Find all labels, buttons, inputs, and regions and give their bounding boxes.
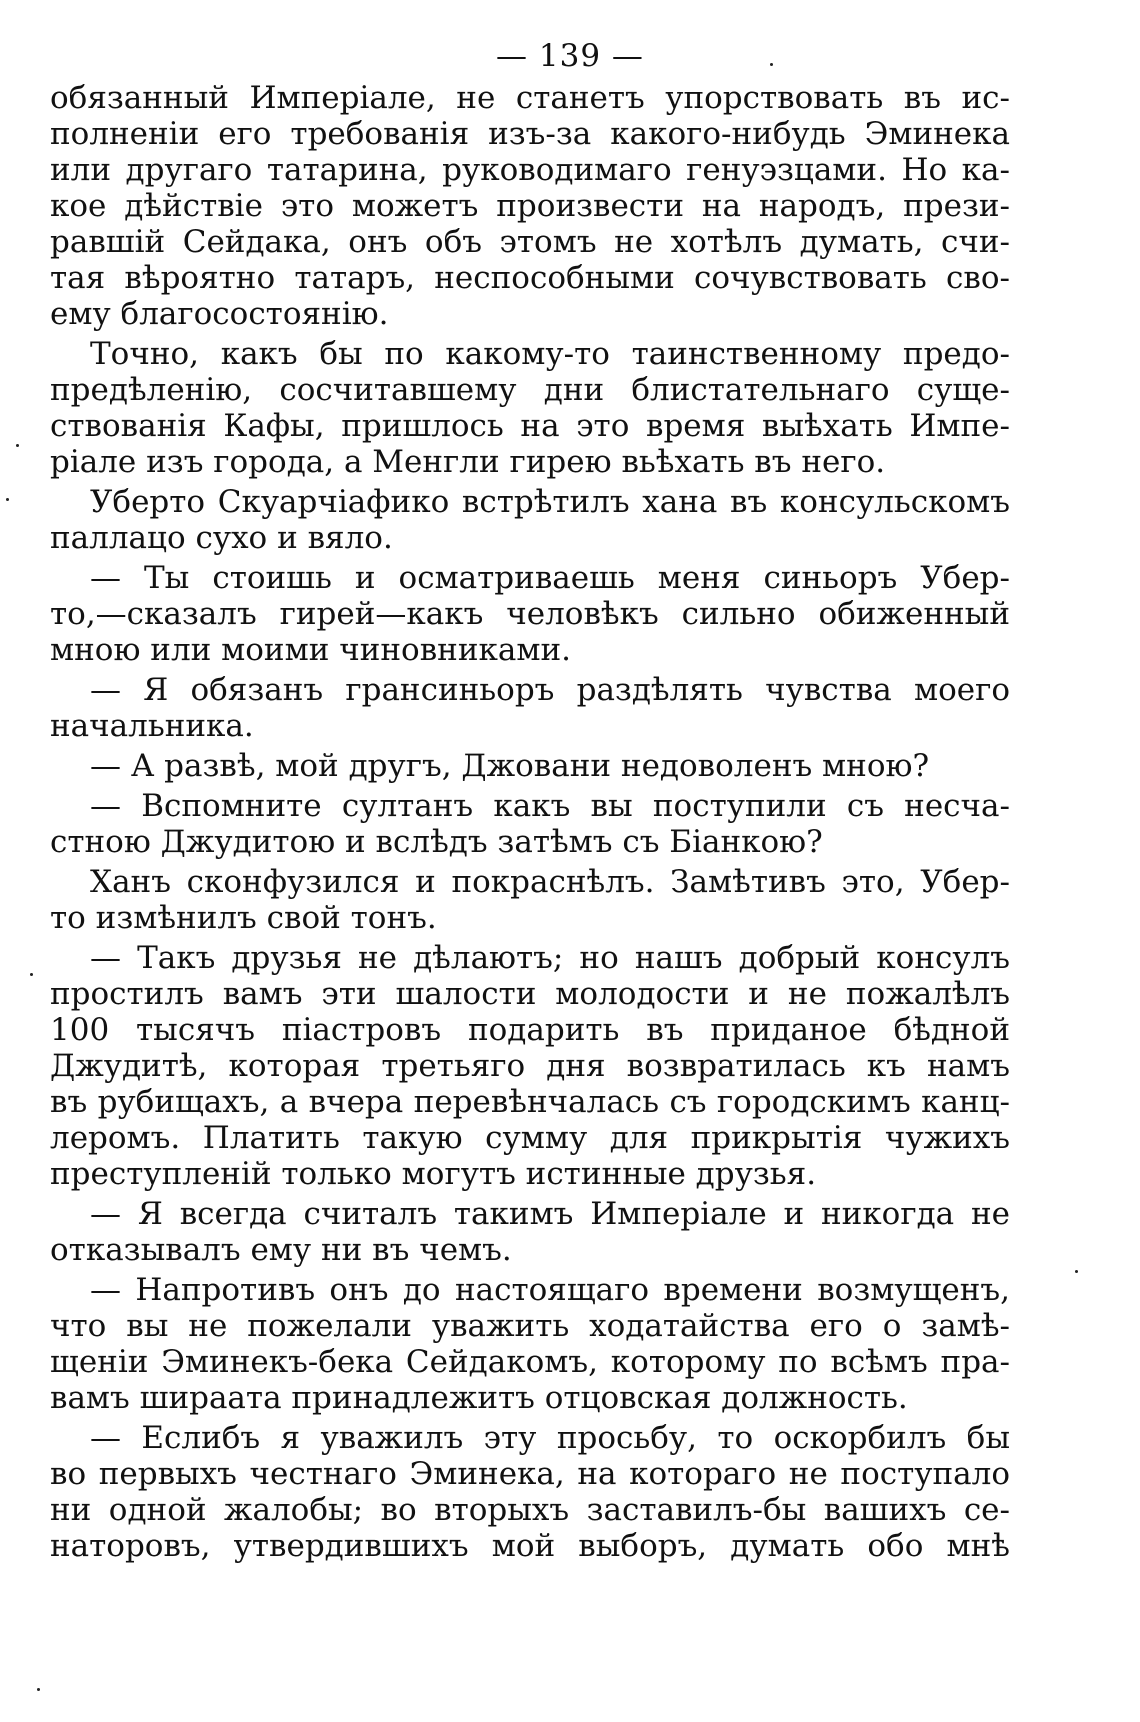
text-line: то,—сказалъ гирей—какъ человѣкъ сильно обиженный [50,596,1010,632]
paragraph [50,80,1010,332]
text-line: предѣленiю, сосчитавшему дни блистательнаго суще- [50,372,1010,408]
text-line: обязанный Имперiале, не станетъ упорствовать въ ис- [50,80,1010,116]
scan-speck [1075,1270,1078,1273]
text-line: равшiй Сейдака, онъ объ этомъ не хотѣлъ думать, счи- [50,224,1010,260]
text-line: кое дѣйствiе это можетъ произвести на народъ, прези- [50,188,1010,224]
paragraph [50,1272,1010,1416]
scan-speck [770,63,773,66]
scan-speck [37,1688,40,1691]
text-line: — Я всегда считалъ такимъ Имперiале и никогда не [90,1196,1010,1232]
paragraph [50,940,1010,1192]
text-line: преступленiй только могутъ истинные друзья. [50,1156,817,1192]
paragraph [50,748,1010,784]
text-line: во первыхъ честнаго Эминека, на котораго не поступало [50,1456,1010,1492]
text-line: или другаго татарина, руководимаго генуэзцами. Но ка- [50,152,1010,188]
paragraph [50,336,1010,480]
text-line: — Напротивъ онъ до настоящаго времени возмущенъ, [90,1272,1010,1308]
text-line: вамъ шираата принадлежитъ отцовская должность. [50,1380,908,1416]
text-line: ему благосостоянiю. [50,296,389,332]
text-line: отказывалъ ему ни въ чемъ. [50,1232,512,1268]
text-line: ни одной жалобы; во вторыхъ заставилъ-бы вашихъ се- [50,1492,1010,1528]
text-line: тая вѣроятно татаръ, неспособными сочувствовать сво- [50,260,1010,296]
text-line: въ рубищахъ, а вчера перевѣнчалась съ городскимъ канц- [50,1084,1010,1120]
page-text [50,80,1010,1564]
text-line: рiале изъ города, а Менгли гирею вьѣхать въ него. [50,444,886,480]
scan-speck [16,444,19,447]
text-line: полненiи его требованiя изъ-за какого-нибудь Эминека [50,116,1010,152]
text-line: мною или моими чиновниками. [50,632,571,668]
text-line: стною Джудитою и вслѣдъ затѣмъ съ Бiанкою? [50,824,823,860]
text-line: ствованiя Кафы, пришлось на это время выѣхать Импе- [50,408,1010,444]
text-line: Уберто Скуарчiафико встрѣтилъ хана въ консульскомъ [90,484,1010,520]
page-number: — 139 — [496,38,644,74]
text-line: — Такъ друзья не дѣлаютъ; но нашъ добрый консулъ [90,940,1010,976]
scan-speck [30,973,33,976]
paragraph [50,672,1010,744]
text-line: леромъ. Платить такую сумму для прикрытiя чужихъ [50,1120,1010,1156]
text-line: щенiи Эминекъ-бека Сейдакомъ, которому по всѣмъ пра- [50,1344,1010,1380]
text-line: Джудитѣ, которая третьяго дня возвратилась къ намъ [50,1048,1010,1084]
paragraph [50,484,1010,556]
paragraph [50,1420,1010,1564]
text-line: Точно, какъ бы по какому-то таинственному предо- [90,336,1010,372]
text-line: то измѣнилъ свой тонъ. [50,900,437,936]
text-line: — Я обязанъ грансиньоръ раздѣлять чувства моего [90,672,1010,708]
paragraph [50,864,1010,936]
text-line: — Еслибъ я уважилъ эту просьбу, то оскорбилъ бы [90,1420,1010,1456]
paragraph [50,788,1010,860]
paragraph [50,1196,1010,1268]
text-line: 100 тысячъ пiастровъ подарить въ приданое бѣдной [50,1012,1010,1048]
text-line: — А развѣ, мой другъ, Джовани недоволенъ мною? [90,748,930,784]
text-line: — Ты стоишь и осматриваешь меня синьоръ Убер- [90,560,1010,596]
scan-speck [6,498,9,501]
text-line: паллацо сухо и вяло. [50,520,393,556]
text-line: Ханъ сконфузился и покраснѣлъ. Замѣтивъ это, Убер- [90,864,1010,900]
text-line: наторовъ, утвердившихъ мой выборъ, думать обо мнѣ [50,1528,1010,1564]
text-line: начальника. [50,708,254,744]
paragraph [50,560,1010,668]
text-line: что вы не пожелали уважить ходатайства его о замѣ- [50,1308,1010,1344]
text-line: простилъ вамъ эти шалости молодости и не пожалѣлъ [50,976,1010,1012]
text-line: — Вспомните султанъ какъ вы поступили съ несча- [90,788,1010,824]
